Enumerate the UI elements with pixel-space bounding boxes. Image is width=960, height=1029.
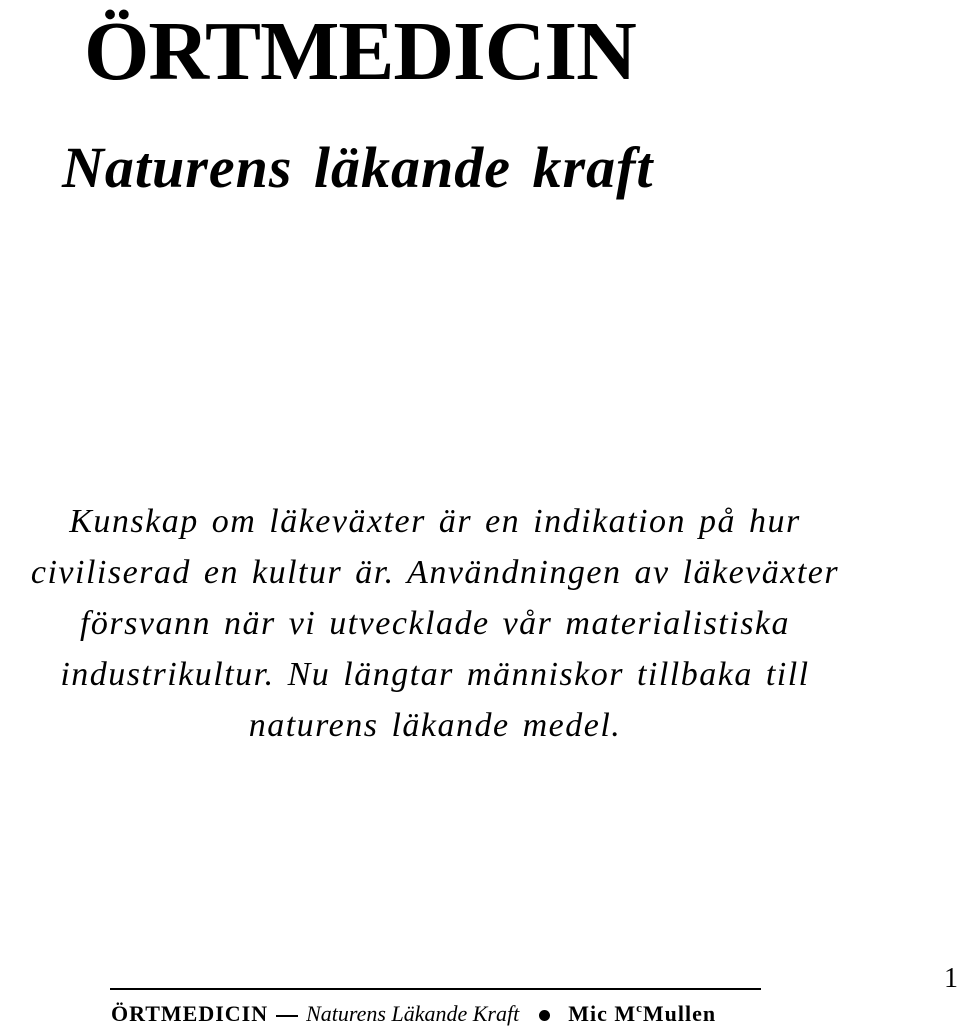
- bullet-icon: [539, 1010, 550, 1021]
- intro-paragraph: [0, 496, 870, 751]
- page-number: 1: [944, 963, 958, 994]
- intro-line: industrikultur. Nu längtar människor tillbaka till: [60, 656, 810, 693]
- footer-title: ÖRTMEDICIN: [111, 1001, 269, 1026]
- dash-divider: [276, 1015, 298, 1017]
- intro-line: försvann när vi utvecklade vår materialistiska: [79, 605, 791, 642]
- intro-line: civiliserad en kultur är. Användningen av läkeväxter: [30, 554, 840, 591]
- author-sup: c: [636, 1000, 643, 1015]
- intro-line: Kunskap om läkeväxter är en indikation på hur: [69, 503, 801, 540]
- page-title: ÖRTMEDICIN: [84, 5, 636, 98]
- author-first: Mic M: [568, 1001, 637, 1026]
- page-subtitle: Naturens läkande kraft: [62, 135, 654, 200]
- page-footer: [111, 993, 716, 1029]
- footer-rule: [110, 988, 761, 990]
- footer-subtitle: Naturens Läkande Kraft: [306, 1001, 520, 1026]
- author-last: Mullen: [642, 1001, 717, 1026]
- intro-line: naturens läkande medel.: [248, 707, 622, 744]
- footer-author: [568, 1001, 716, 1026]
